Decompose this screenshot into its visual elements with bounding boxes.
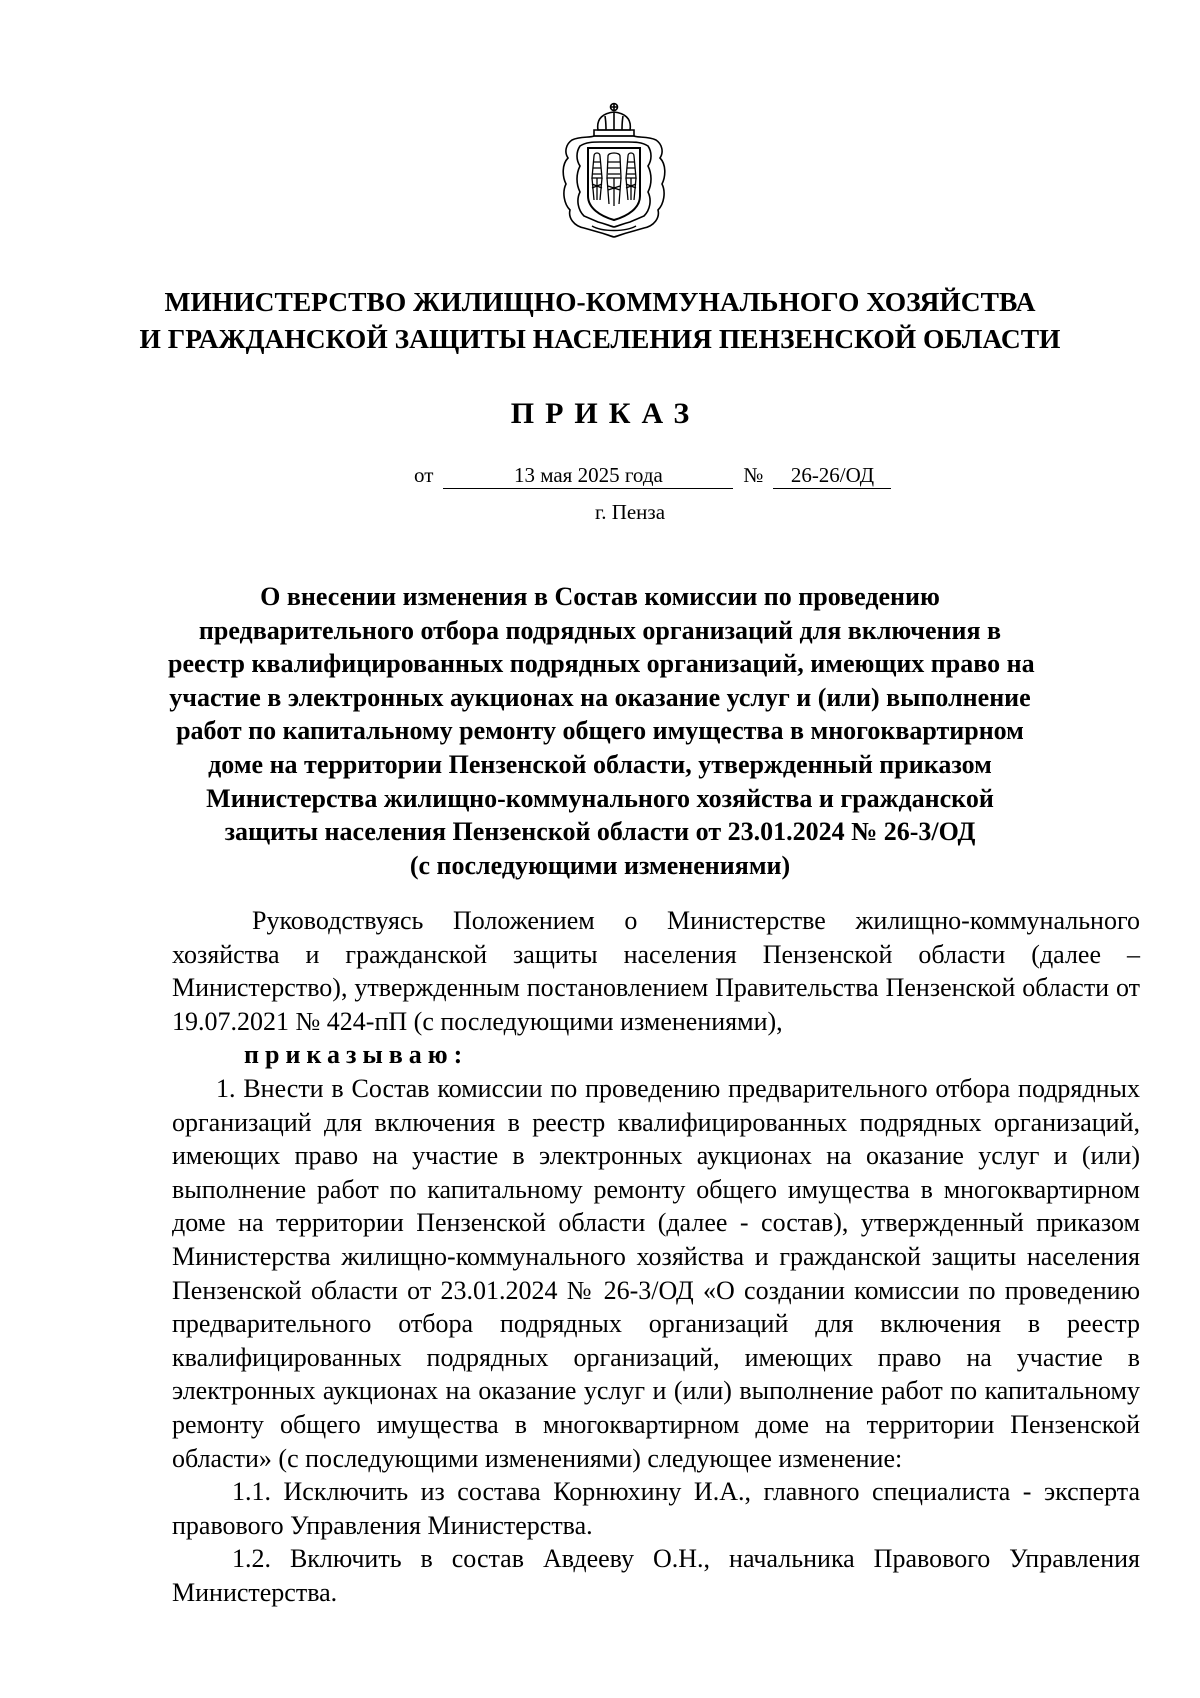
organization-name-line-1: МИНИСТЕРСТВО ЖИЛИЩНО-КОММУНАЛЬНОГО ХОЗЯЙСТВА <box>164 286 1036 317</box>
from-label: от <box>414 463 434 487</box>
item-1-1-paragraph: 1.1. Исключить из состава Корнюхину И.А., главного специалиста - эксперта правового Управления Министерства. <box>172 1477 1140 1540</box>
subject-line: работ по капитальному ремонту общего имущества в многоквартирном <box>176 716 1024 746</box>
date-number-row <box>414 462 891 489</box>
number-sign: № <box>743 463 764 487</box>
organization-name <box>120 283 1080 357</box>
document-number: 26-26/ОД <box>773 462 891 489</box>
subject-line: доме на территории Пензенской области, утвержденный приказом <box>208 749 992 779</box>
subject-line: участие в электронных аукционах на оказание услуг и (или) выполнение <box>169 682 1031 712</box>
item-1-2-paragraph: 1.2. Включить в состав Авдееву О.Н., начальника Правового Управления Министерства. <box>172 1544 1140 1607</box>
penza-coat-of-arms-icon <box>558 100 670 238</box>
document-type: ПРИКАЗ <box>510 397 701 430</box>
document-date: 13 мая 2025 года <box>443 462 733 489</box>
subject-line: защиты населения Пензенской области от 23.01.2024 № 26-3/ОД <box>224 817 976 847</box>
subject-line: (с последующими изменениями) <box>409 850 791 880</box>
item-1-paragraph: 1. Внести в Состав комиссии по проведению предварительного отбора подрядных организаций для включения в реестр квалифицированных подрядных организаций, имеющих право на участие в электронных аукционах на оказание услуг и (или) выполнение работ по капитальному ремонту общего имущества в многоквартирном доме на территории Пензенской области (далее - состав), утвержденный приказом Министерства жилищно-коммунального хозяйства и гражданской защиты населения Пензенской области от 23.01.2024 № 26-3/ОД «О создании комиссии по проведению предварительного отбора подрядных организаций для включения в реестр квалифицированных подрядных организаций, имеющих право на участие в электронных аукционах на оказание услуг и (или) выполнение работ по капитальному ремонту общего имущества в многоквартирном доме на территории Пензенской области» (с последующими изменениями) следующее изменение: <box>172 1073 1140 1473</box>
orders-word: приказываю: <box>244 1040 469 1070</box>
organization-name-line-2: И ГРАЖДАНСКОЙ ЗАЩИТЫ НАСЕЛЕНИЯ ПЕНЗЕНСКОЙ ОБЛАСТИ <box>139 323 1061 354</box>
document-subject <box>168 580 1035 882</box>
city: г. Пенза <box>594 500 666 524</box>
preamble-paragraph: Руководствуясь Положением о Министерстве жилищно-коммунального хозяйства и гражданской защиты населения Пензенской области (далее – Министерство), утвержденным постановлением Правительства Пензенской области от 19.07.2021 № 424-пП (с последующими изменениями), <box>172 906 1140 1036</box>
subject-line: Министерства жилищно-коммунального хозяйства и гражданской <box>206 783 994 813</box>
subject-line: О внесении изменения в Состав комиссии по проведению <box>260 582 940 611</box>
subject-line: реестр квалифицированных подрядных организаций, имеющих право на <box>168 649 1035 679</box>
subject-line: предварительного отбора подрядных организаций для включения в <box>198 615 1002 645</box>
document-body <box>172 904 1140 1609</box>
